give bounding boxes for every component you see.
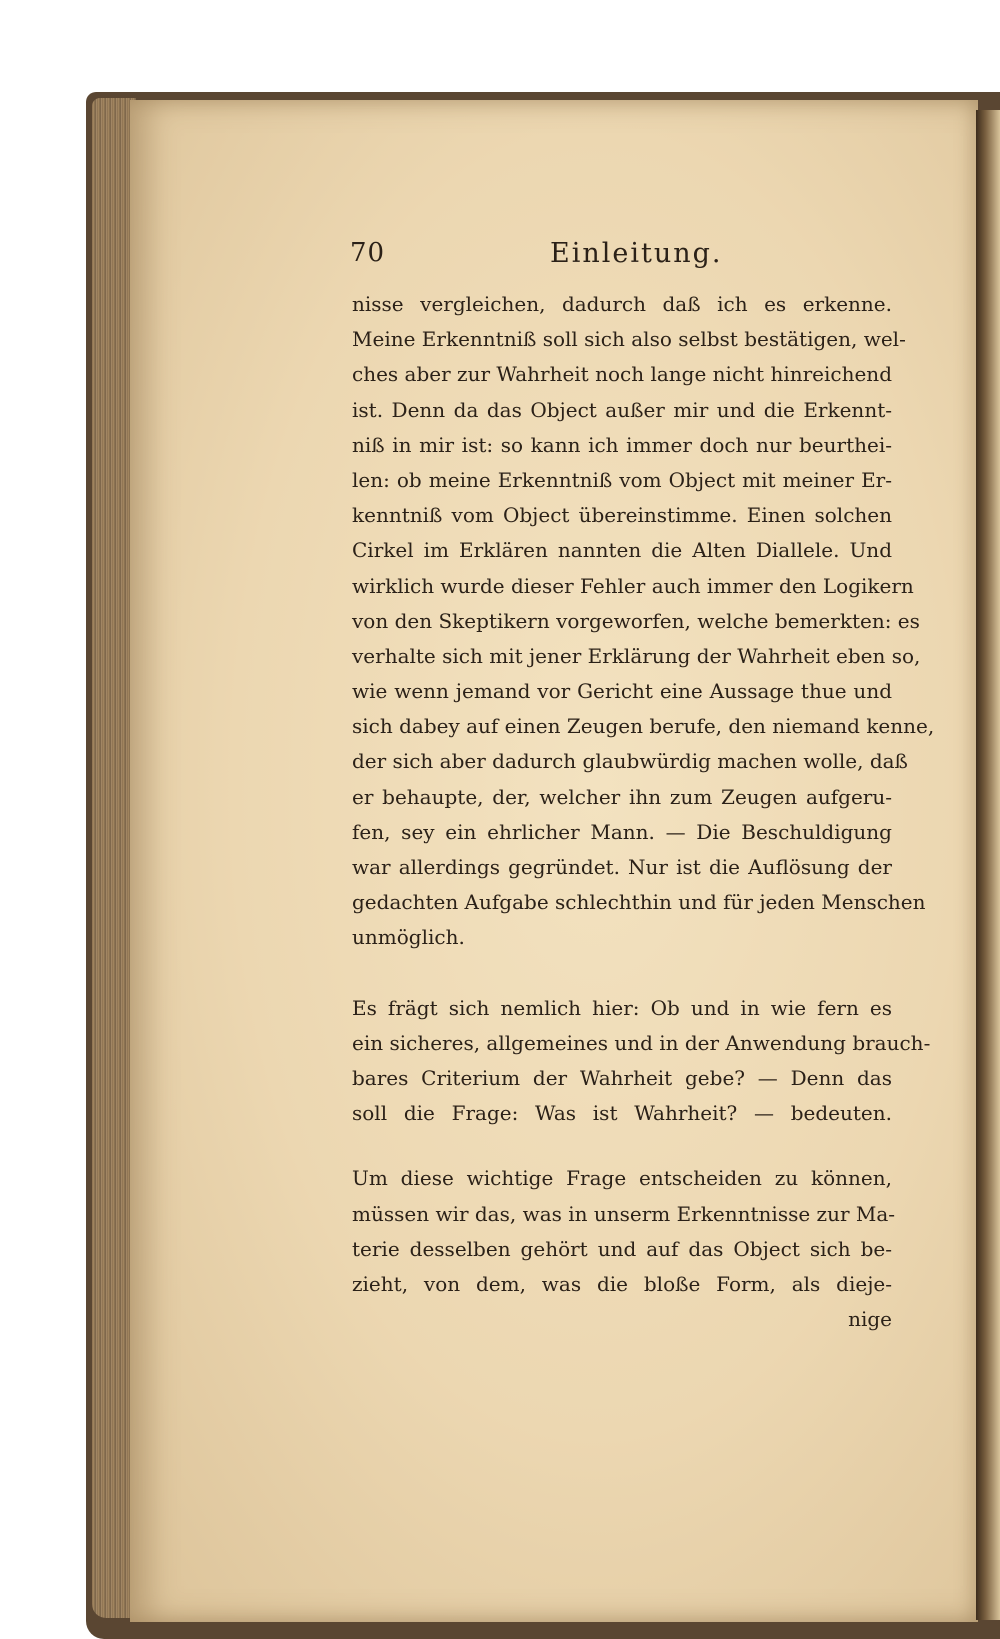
text-line: wie wenn jemand vor Gericht eine Aussage thue und bbox=[352, 679, 892, 704]
text-line: müssen wir das, was in unserm Erkenntnisse zur Ma- bbox=[352, 1201, 896, 1226]
text-line: Es frägt sich nemlich hier: Ob und in wie fern es bbox=[352, 995, 892, 1020]
text-line: fen, sey ein ehrlicher Mann. — Die Beschuldigung bbox=[352, 819, 892, 844]
text-line: war allerdings gegründet. Nur ist die Auflösung der bbox=[352, 855, 892, 879]
text-line: len: ob meine Erkenntniß vom Object mit meiner Er- bbox=[352, 467, 892, 492]
running-head bbox=[350, 238, 850, 274]
text-line: Cirkel im Erklären nannten die Alten Diallele. Und bbox=[352, 538, 892, 563]
body-text bbox=[352, 287, 935, 1337]
paragraph-2 bbox=[352, 991, 931, 1132]
text-line: nisse vergleichen, dadurch daß ich es erkenne. bbox=[352, 292, 892, 316]
text-line: Um diese wichtige Frage entscheiden zu können, bbox=[352, 1166, 892, 1191]
text-line: unmöglich. bbox=[352, 925, 465, 950]
text-line: er behaupte, der, welcher ihn zum Zeugen aufgeru- bbox=[352, 784, 892, 809]
page-number: 70 bbox=[350, 238, 386, 268]
text-line: ist. Denn da das Object außer mir und die Erkennt- bbox=[352, 397, 892, 422]
text-line: verhalte sich mit jener Erklärung der Wahrheit eben so, bbox=[352, 643, 921, 668]
text-line: sich dabey auf einen Zeugen berufe, den niemand kenne, bbox=[352, 714, 935, 739]
text-line: niß in mir ist: so kann ich immer doch nur beurthei- bbox=[352, 432, 892, 457]
text-line: bares Criterium der Wahrheit gebe? — Denn das bbox=[352, 1065, 892, 1090]
text-line: kenntniß vom Object übereinstimme. Einen solchen bbox=[352, 503, 892, 528]
paragraph-3 bbox=[352, 1161, 896, 1337]
paragraph-1 bbox=[352, 287, 935, 956]
text-line: von den Skeptikern vorgeworfen, welche bemerkten: es bbox=[352, 608, 920, 633]
text-line: Meine Erkenntniß soll sich also selbst bestätigen, wel- bbox=[352, 327, 906, 352]
text-line: terie desselben gehört und auf das Object sich be- bbox=[352, 1236, 892, 1261]
running-title: Einleitung. bbox=[550, 238, 723, 269]
paragraph-spacing bbox=[352, 1131, 892, 1161]
book-gutter bbox=[976, 110, 1000, 1620]
paragraph-spacing bbox=[352, 956, 892, 991]
text-line: der sich aber dadurch glaubwürdig machen wolle, daß bbox=[352, 749, 908, 774]
text-line: zieht, von dem, was die bloße Form, als dieje- bbox=[352, 1271, 892, 1296]
text-line: ein sicheres, allgemeines und in der Anwendung brauch- bbox=[352, 1030, 931, 1055]
text-line: soll die Frage: Was ist Wahrheit? — bedeuten. bbox=[352, 1101, 892, 1126]
text-line: wirklich wurde dieser Fehler auch immer den Logikern bbox=[352, 573, 914, 598]
text-line: gedachten Aufgabe schlechthin und für jeden Menschen bbox=[352, 890, 926, 915]
catchword: nige bbox=[848, 1307, 892, 1332]
text-line: ches aber zur Wahrheit noch lange nicht hinreichend bbox=[352, 362, 892, 387]
